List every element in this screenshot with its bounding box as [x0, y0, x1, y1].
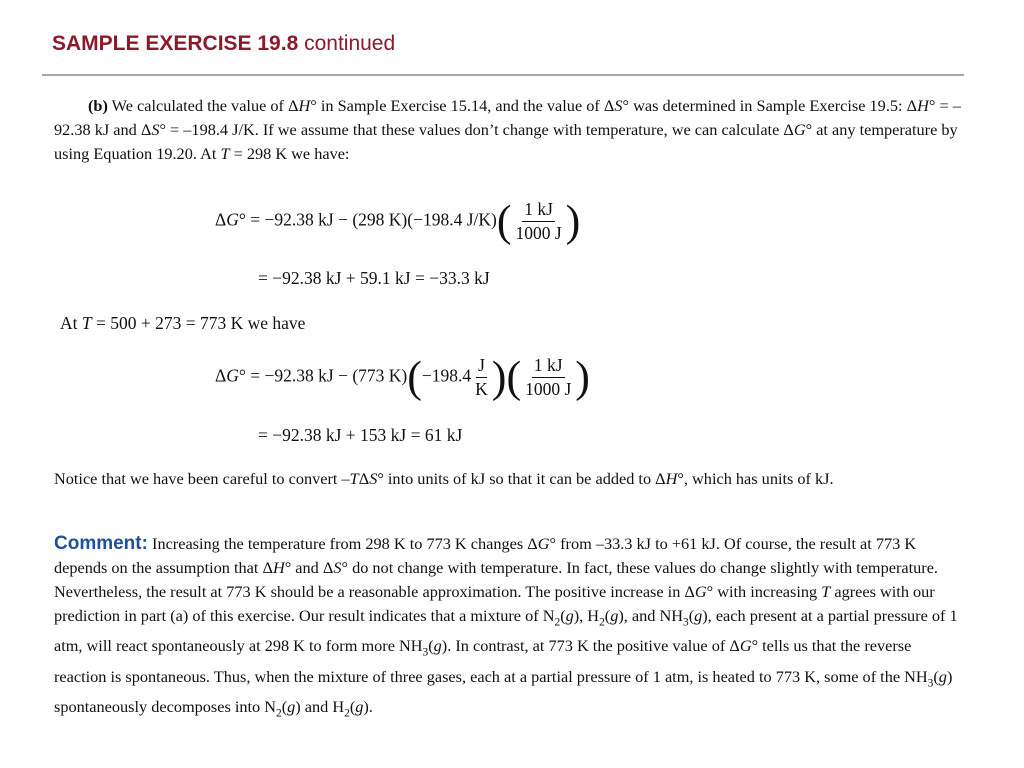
text-run: = 298 K we have: [229, 144, 350, 163]
slide-title-rest: continued [298, 32, 396, 55]
delta-symbol: Δ [215, 209, 227, 230]
var-g: G [739, 636, 752, 656]
text-run: ). [363, 696, 373, 716]
var-s: S [614, 96, 623, 115]
text-run: ° = –92.38 kJ and Δ [54, 96, 961, 139]
slide-title-bold: SAMPLE EXERCISE 19.8 [52, 32, 299, 55]
text-run: ° into units of kJ so that it can be added to Δ [377, 469, 666, 488]
phase-gas: g [610, 606, 619, 625]
text-run: ° from –33.3 kJ to +61 kJ. Of course, the result at 773 K depends on the assumption that Δ [54, 534, 917, 577]
subscript: 2 [554, 616, 561, 629]
fraction-numerator: 1 kJ [522, 199, 555, 222]
text-run: ° and Δ [284, 558, 334, 577]
text-run: ° do not change with temperature. In fact, these values do change slightly with temperature. Nevertheless, the result at 773 K should be a reasonable approximation. The positive increase in Δ [54, 558, 938, 601]
text-run: ° = –198.4 J/K. If we assume that these values don’t change with temperature, we can calculate Δ [159, 120, 794, 139]
text-run: Notice that we have been careful to convert – [54, 469, 350, 488]
subscript: 3 [422, 646, 429, 659]
text-run: ° in Sample Exercise 15.14, and the value of Δ [310, 96, 615, 115]
text-run: ( [281, 696, 288, 716]
fraction-numerator: J [476, 355, 487, 378]
text-run: Δ [358, 469, 370, 488]
equation-text: ° = −92.38 kJ − (773 K) [238, 365, 408, 386]
var-g: G [226, 209, 239, 230]
text-run: ° tells us that the reverse reaction is spontaneous. Thus, when the mixture of three gases, each at a partial pressure of 1 atm, is heated to 773 K, some of the NH [54, 636, 928, 686]
text-run: ) spontaneously decomposes into N [54, 666, 953, 716]
right-paren: ) [565, 196, 581, 246]
entropy-value: −198.4 [421, 365, 472, 386]
text-run: ( [604, 606, 611, 625]
text-run: ( [428, 636, 434, 656]
equation-result-773: = −92.38 kJ + 153 kJ = 61 kJ [258, 425, 463, 445]
subscript: 2 [599, 616, 605, 629]
var-t: T [220, 144, 230, 163]
var-g: G [694, 582, 707, 601]
var-h: H [272, 558, 285, 577]
text-run: ( [560, 606, 566, 625]
text-run: ( [349, 696, 356, 716]
var-g: G [226, 365, 239, 386]
part-label: (b) [88, 96, 108, 115]
var-s: S [369, 469, 378, 488]
text-run: We calculated the value of Δ [107, 96, 299, 115]
right-paren: ) [491, 352, 507, 402]
text-run: = 500 + 273 = 773 K we have [91, 313, 306, 333]
text-run: ) and H [295, 696, 345, 716]
var-h: H [665, 469, 678, 488]
var-s: S [151, 120, 160, 139]
phase-gas: g [355, 696, 364, 716]
fraction-numerator: 1 kJ [532, 355, 565, 378]
var-h: H [917, 96, 929, 115]
at-773-line [60, 313, 305, 334]
subscript: 2 [344, 707, 350, 719]
fraction-denominator: 1000 J [525, 379, 572, 399]
text-run: ° was determined in Sample Exercise 19.5: Δ [622, 96, 918, 115]
left-paren: ( [407, 352, 422, 402]
phase-gas: g [565, 606, 574, 625]
comment-label: Comment: [54, 533, 148, 554]
text-run: ( [688, 606, 695, 625]
text-run: ° at any temperature by using Equation 19.20. At [54, 120, 958, 163]
text-run: ). In contrast, at 773 K the positive value of Δ [441, 636, 740, 656]
equation-text: ° = −92.38 kJ − (298 K)(−198.4 J/K) [238, 209, 497, 230]
text-run: ° with increasing [706, 582, 822, 601]
notice-paragraph [54, 467, 964, 491]
phase-gas: g [433, 636, 442, 656]
phase-gas: g [694, 606, 703, 625]
var-s: S [333, 558, 342, 577]
text-run: agrees with our prediction in part (a) of this exercise. Our result indicates that a mixture of N [54, 582, 935, 625]
text-run: At [60, 313, 82, 333]
equation-delta-g-298 [215, 196, 581, 246]
slide-title [52, 32, 395, 56]
comment-paragraph [54, 532, 964, 725]
text-run: °, which has units of kJ. [677, 469, 834, 488]
subscript: 2 [276, 707, 282, 719]
title-divider [42, 74, 964, 76]
text-run: ( [933, 666, 939, 686]
var-t: T [349, 469, 359, 488]
fraction-denominator: 1000 J [515, 223, 562, 243]
subscript: 3 [927, 676, 934, 689]
text-run: Increasing the temperature from 298 K to 773 K changes Δ [147, 534, 538, 553]
text-run: ), and NH [618, 606, 683, 625]
text-run: ), each present at a partial pressure of 1 atm, will react spontaneously at 298 K to form more NH [54, 606, 958, 656]
left-paren: ( [496, 196, 512, 246]
var-t: T [81, 313, 92, 333]
fraction-kj-per-j [513, 199, 563, 244]
equation-delta-g-773 [215, 352, 590, 402]
equation-result-298: = −92.38 kJ + 59.1 kJ = −33.3 kJ [258, 268, 490, 288]
var-g: G [793, 120, 806, 139]
var-g: G [537, 534, 550, 553]
right-paren: ) [575, 352, 590, 402]
text-run: ), H [573, 606, 600, 625]
subscript: 3 [683, 616, 689, 629]
part-b-paragraph [54, 94, 964, 166]
fraction-denominator: K [475, 379, 488, 399]
fraction-j-per-k [473, 355, 490, 400]
phase-gas: g [287, 696, 296, 716]
var-h: H [298, 96, 311, 115]
fraction-kj-per-j [523, 355, 573, 400]
delta-symbol: Δ [215, 365, 227, 386]
var-t: T [821, 582, 831, 601]
phase-gas: g [938, 666, 947, 686]
left-paren: ( [506, 352, 522, 402]
